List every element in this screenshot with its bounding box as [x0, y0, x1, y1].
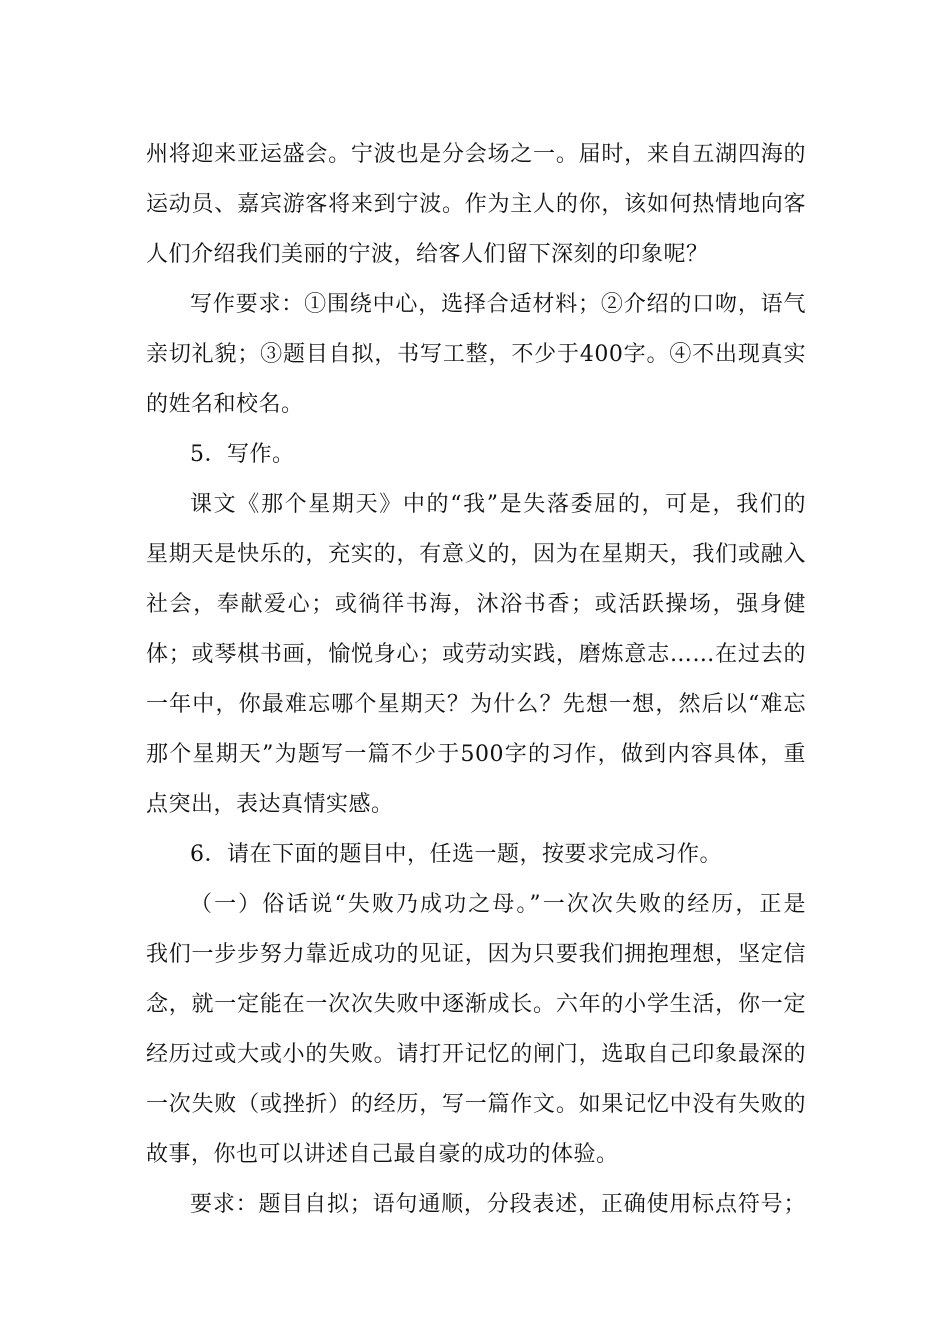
text-line: 故事，你也可以讲述自己最自豪的成功的体验。 — [146, 1142, 619, 1167]
text-line: 要求：题目自拟；语句通顺，分段表述，正确使用标点符号； — [190, 1192, 806, 1217]
text-line: 的姓名和校名。 — [146, 392, 304, 417]
text-line: 我们一步步努力靠近成功的见证，因为只要我们拥抱理想，坚定信 — [146, 942, 806, 967]
section-heading: 5．写作。 — [190, 442, 295, 467]
text-line: 课文《那个星期天》中的“我”是失落委屈的，可是，我们的 — [190, 492, 806, 517]
text-line: 亲切礼貌；③题目自拟，书写工整，不少于400字。④不出现真实 — [146, 342, 806, 367]
text-line: 社会，奉献爱心；或徜徉书海，沐浴书香；或活跃操场，强身健 — [146, 592, 806, 617]
text-line: 运动员、嘉宾游客将来到宁波。作为主人的你，该如何热情地向客 — [146, 192, 806, 217]
text-line: 州将迎来亚运盛会。宁波也是分会场之一。届时，来自五湖四海的 — [146, 142, 806, 167]
text-line: 一次失败（或挫折）的经历，写一篇作文。如果记忆中没有失败的 — [146, 1092, 806, 1117]
text-line: 点突出，表达真情实感。 — [146, 792, 394, 817]
document-body — [146, 130, 806, 1230]
text-line: 体；或琴棋书画，愉悦身心；或劳动实践，磨炼意志……在过去的 — [146, 642, 806, 667]
text-line: 星期天是快乐的，充实的，有意义的，因为在星期天，我们或融入 — [146, 542, 806, 567]
text-line: 写作要求：①围绕中心，选择合适材料；②介绍的口吻，语气 — [190, 292, 806, 317]
text-line: 那个星期天”为题写一篇不少于500字的习作，做到内容具体，重 — [146, 742, 806, 767]
text-line: 人们介绍我们美丽的宁波，给客人们留下深刻的印象呢？ — [146, 242, 709, 267]
text-line: 念，就一定能在一次次失败中逐渐成长。六年的小学生活，你一定 — [146, 992, 806, 1017]
text-line: 经历过或大或小的失败。请打开记忆的闸门，选取自己印象最深的 — [146, 1042, 806, 1067]
text-line: （一）俗话说“失败乃成功之母。”一次次失败的经历，正是 — [190, 892, 806, 917]
section-heading: 6．请在下面的题目中，任选一题，按要求完成习作。 — [190, 842, 722, 867]
text-line: 一年中，你最难忘哪个星期天？为什么？先想一想，然后以“难忘 — [146, 692, 806, 717]
